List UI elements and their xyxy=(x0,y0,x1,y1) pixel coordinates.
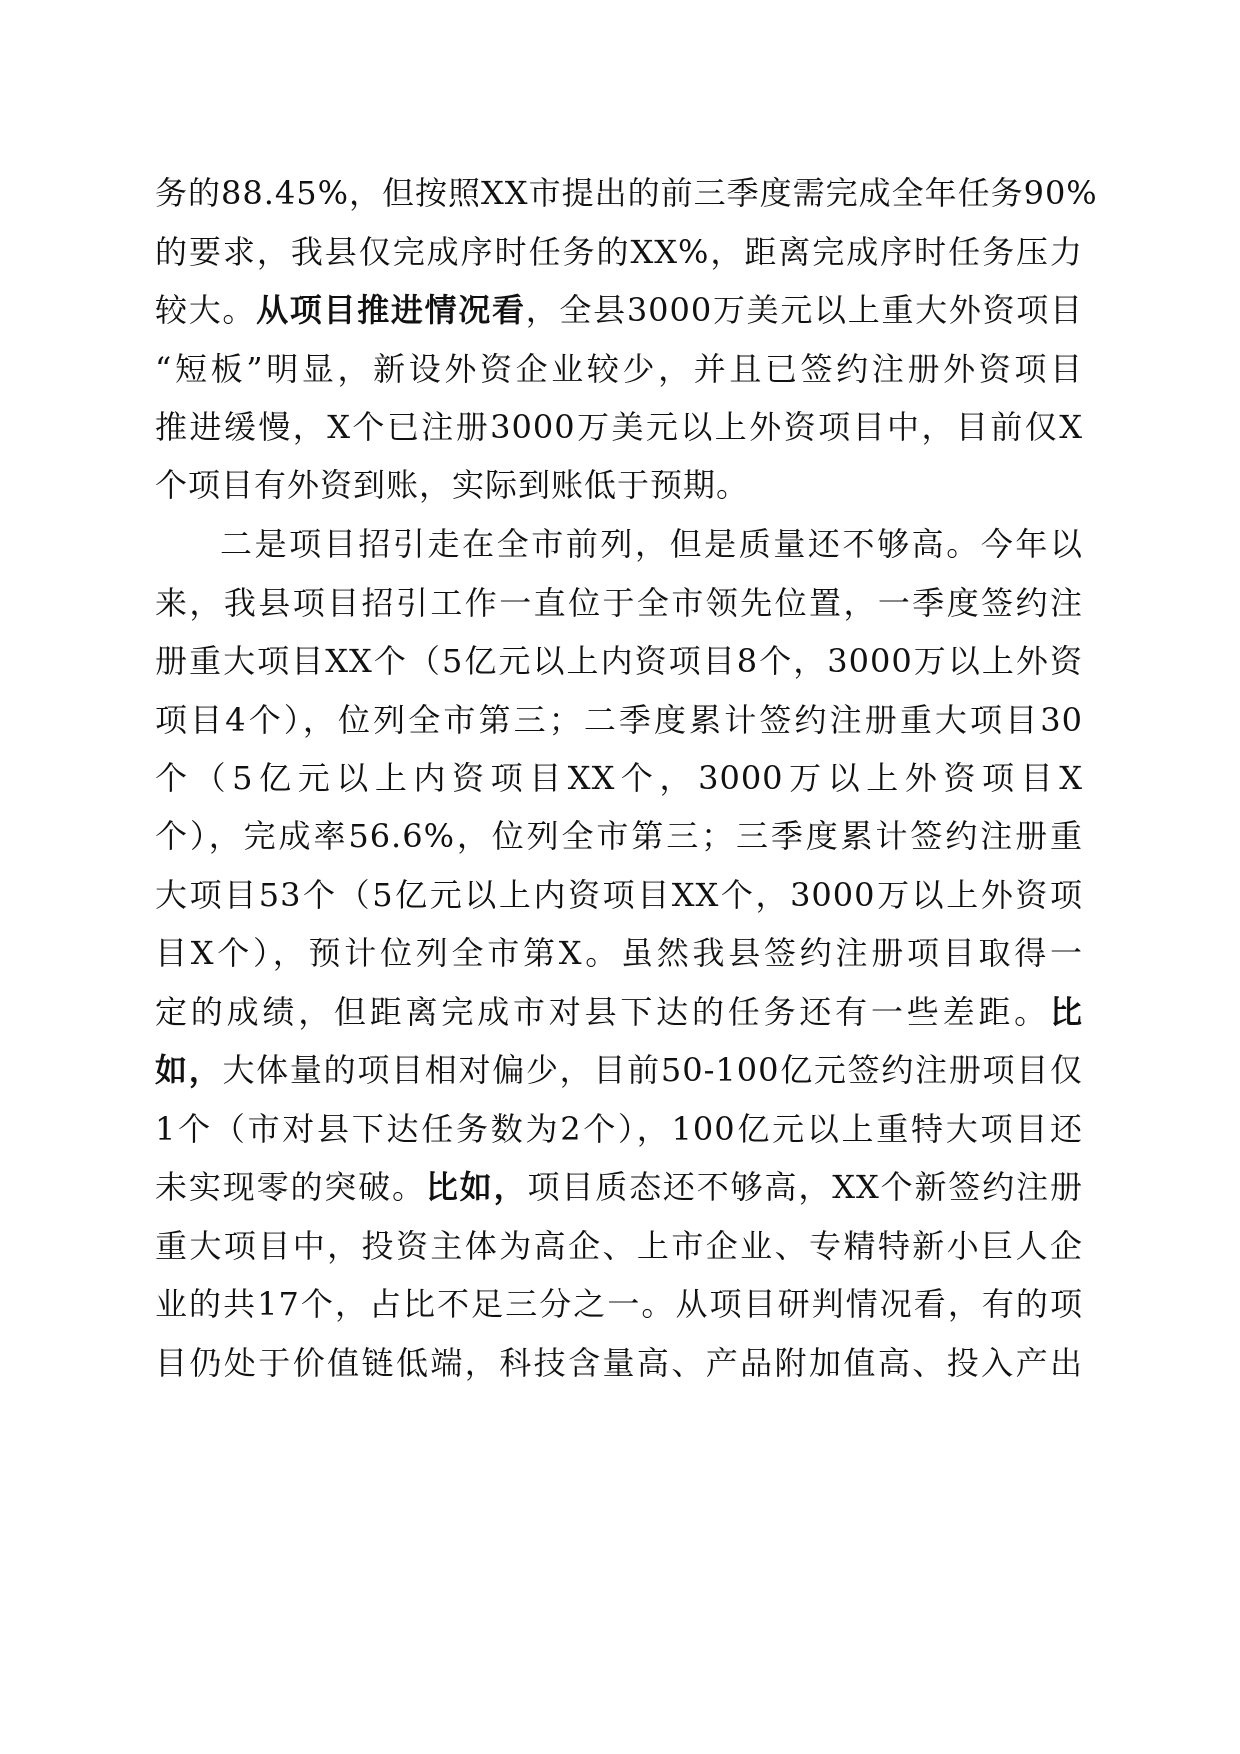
text-segment: 定的成绩，但距离完成市对县下达的任务还有一些差距。 xyxy=(155,993,1050,1031)
text-segment: 较大。 xyxy=(155,291,257,329)
text-line: “短板”明显，新设外资企业较少，并且已签约注册外资项目 xyxy=(155,350,1083,388)
text-line: 个（5亿元以上内资项目XX个，3000万以上外资项目X xyxy=(155,759,1083,797)
text-line: 的要求，我县仅完成序时任务的XX%，距离完成序时任务压力 xyxy=(155,233,1083,271)
text-line: 务的88.45%，但按照XX市提出的前三季度需完成全年任务90% xyxy=(155,174,1098,212)
bold-phrase: 比 xyxy=(1049,993,1083,1031)
bold-heading: 从项目推进情况看 xyxy=(256,291,526,329)
text-line: 目X个），预计位列全市第X。虽然我县签约注册项目取得一 xyxy=(155,934,1083,972)
bold-phrase: 比如， xyxy=(425,1168,528,1206)
text-line: 1个（市对县下达任务数为2个），100亿元以上重特大项目还 xyxy=(155,1110,1083,1148)
text-line: 项目4个），位列全市第三；二季度累计签约注册重大项目30 xyxy=(155,701,1083,739)
text-segment: 项目质态还不够高，XX个新签约注册 xyxy=(527,1168,1083,1206)
text-segment: 大体量的项目相对偏少，目前50-100亿元签约注册项目仅 xyxy=(222,1051,1083,1089)
text-line: 目仍处于价值链低端，科技含量高、产品附加值高、投入产出 xyxy=(155,1344,1083,1382)
paragraph-heading: 二是项目招引走在全市前列，但是质量还不够高。今年以 xyxy=(220,525,1083,563)
text-line: 个项目有外资到账，实际到账低于预期。 xyxy=(155,466,750,504)
text-line: 推进缓慢，X个已注册3000万美元以上外资项目中，目前仅X xyxy=(155,408,1083,446)
text-line: 个），完成率56.6%，位列全市第三；三季度累计签约注册重 xyxy=(155,817,1083,855)
text-segment: ，全县3000万美元以上重大外资项目 xyxy=(525,291,1083,329)
text-segment: 未实现零的突破。 xyxy=(155,1168,426,1206)
text-line: 来，我县项目招引工作一直位于全市领先位置，一季度签约注 xyxy=(155,584,1083,622)
text-line: 重大项目中，投资主体为高企、上市企业、专精特新小巨人企 xyxy=(155,1227,1083,1265)
text-line: 册重大项目XX个（5亿元以上内资项目8个，3000万以上外资 xyxy=(155,642,1083,680)
text-line: 业的共17个，占比不足三分之一。从项目研判情况看，有的项 xyxy=(155,1285,1083,1323)
bold-phrase: 如， xyxy=(155,1051,223,1089)
text-line: 大项目53个（5亿元以上内资项目XX个，3000万以上外资项 xyxy=(155,876,1083,914)
